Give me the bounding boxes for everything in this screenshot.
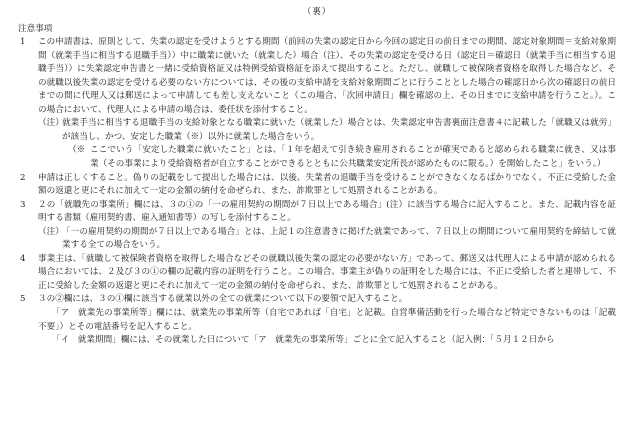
- subnote-text: ここでいう「安定した職業に就いたこと」とは、「１年を超えて引き続き雇用されることが確実であると認められる職業に就き、又は事業（その事業により受給資格者が自立することができるとともに公共職業安定所長が認めたものに限る。）を開始したこと」をいう。）: [90, 145, 616, 170]
- item-text: 事業主は、「就職して被保険者資格を取得した場合などその就職以後失業の認定の必要がない方」であって、郵送又は代理人による申請が認められる場合においては、２及び３の①の欄の記載内容の証明を行うこと。この場合、事業主が偽りの証明をした場合には、不正に受給した者と連帯して、不正に受給した金額の返還と更にそれに加えて一定の金額の納付を命ぜられ、また、詐欺罪として処罰されることがある。: [38, 253, 616, 291]
- item-number: 5: [20, 294, 26, 305]
- section-heading: 注意事項: [18, 23, 53, 34]
- note-text: 「一の雇用契約の期間が７日以上である場合」とは、上記１の注意書きに掲げた就業であって、７日以上の期間について雇用契約を締結して就業する全ての場合をいう。: [62, 226, 616, 251]
- item-text: 申請は正しくすること。偽りの記載をして提出した場合には、以後、失業者の退職手当を受けることができなくなるばかりでなく、不正に受給した金額の返還と更にそれに加えて一定の金額の納付を命ぜられ、また、詐欺罪として処罰されることがある。: [38, 172, 616, 197]
- instruction-paragraph-a: 「ア 就業先の事業所等」欄には、就業先の事業所等（自宅であれば「自宅」と記載。自営準備活動を行った場合など特定できないものは「記載不要」）とその電話番号を記入すること。: [38, 308, 616, 332]
- item-text: ２の「就職先の事業所」欄には、３の①の「一の雇用契約の期間が７日以上である場合」(注）に該当する場合に記入すること。また、記載内容を証明する書類（雇用契約書、雇入通知書等）の写しを添付すること。: [38, 199, 616, 224]
- notice-item-3: [18, 199, 616, 226]
- item-text: ３の②欄には、３の①欄に該当する就業以外の全ての就業について以下の要領で記入すること。: [38, 294, 408, 305]
- notice-item-1: [18, 36, 616, 117]
- note-label: （注）: [38, 118, 64, 129]
- notice-item-4: [18, 253, 616, 294]
- subnote-label: （※: [68, 145, 86, 156]
- note-text: 就業手当に相当する退職手当の支給対象となる職業に就いた（就業した）場合とは、失業認定申告書裏面注意書４に記載した「就職又は就労」が該当し、かつ、安定した職業（※）以外に就業した場合をいう。: [62, 118, 616, 142]
- note-item-3: [18, 226, 616, 253]
- instruction-paragraph-i: 「イ 就業期間」欄には、その就業した日について「ア 就業先の事業所等」ごとに全て記入すること（記入例：「５月１２日から: [52, 335, 555, 346]
- item-number: 4: [20, 253, 26, 264]
- note-label: （注）: [38, 226, 64, 237]
- subnote-item-1: [18, 144, 616, 171]
- item-number: 1: [20, 37, 26, 48]
- notice-item-5: [18, 293, 616, 307]
- notice-item-2: [18, 172, 616, 199]
- page-side-label: （裏）: [302, 7, 332, 17]
- note-item-1: [18, 117, 616, 144]
- item-number: 3: [20, 199, 26, 210]
- item-text: この申請書は、原則として、失業の認定を受けようとする期間（前回の失業の認定日から今回の認定日の前日までの期間、認定対象期間＝支給対象期間（就業手当に相当する退職手当））中に職業に就いた（就業した）場合（注）、その失業の認定を受ける日（認定日＝確認日（就業手当に相当する退職手当））に失業認定申告書と一緒に受給資格証又は特例受給資格証を添えて提出すること。ただし、就職して被保険者資格を取得した場合など、その就職以後失業の認定を受ける必要のない方については、その後の支給申請を支給対象期間ごとに行うこととした場合の確認日から次の確認日の前日までの間に代理人又は郵送によって申請しても差し支えないこと（この場合、「次回申請日」欄を確認の上、その日までに支給申請を行うこと。）。この場合において、代理人による申請の場合は、委任状を添付すること。: [38, 37, 616, 115]
- item-number: 2: [20, 172, 26, 183]
